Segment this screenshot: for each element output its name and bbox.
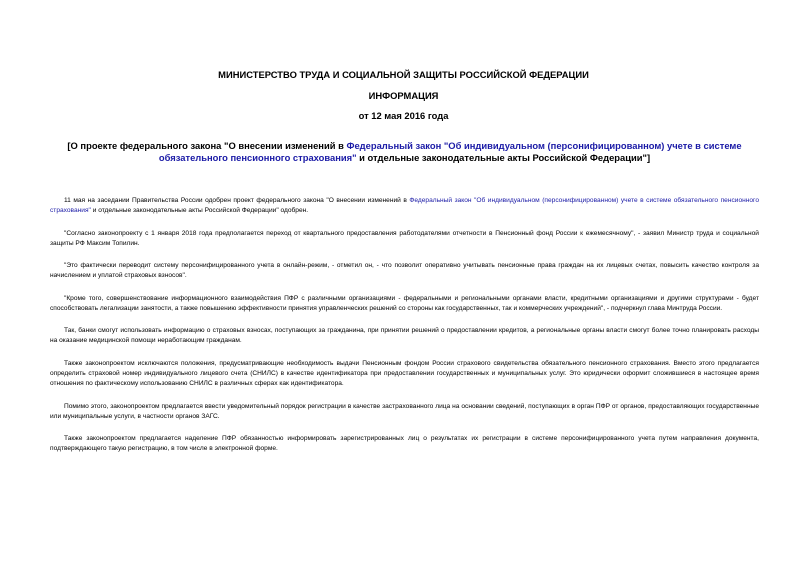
paragraph-3: "Это фактически переводит систему персонифицированного учета в онлайн-режим, - отметил он, - что позволит оперативно учитывать пенсионные права граждан на их лицевых счетах, повысить качество контроля за начислением и уплатой страховых взносов". (50, 262, 759, 280)
title-text-end: и отдельные законодательные акты Российской Федерации"] (356, 152, 651, 163)
paragraph-6: Также законопроектом исключаются положения, предусматривающие необходимость выдачи Пенсионным фондом России страхового свидетельства обязательного пенсионного страхования. Вместо этого предлагается определить страховой номер индивидуального лицевого счета (СНИЛС) в качестве идентификатора при предоставлении государственных и муниципальных услуг. Это юридически оформит сложившиеся в настоящее время отношения по фактическому использованию СНИЛС в различных сферах как идентификатора. (50, 359, 759, 387)
paragraph-5: Так, банки смогут использовать информацию о страховых взносах, поступающих за гражданина, при принятии решений о предоставлении кредитов, а региональные органы власти смогут более точно планировать расходы на оказание медицинской помощи неработающим гражданам. (50, 327, 759, 345)
paragraph-4: "Кроме того, совершенствование информационного взаимодействия ПФР с различными организациями - федеральными и региональными органами власти, кредитными организациями и другими структурами - будет способствовать легализации занятости, а также повышению эффективности принятия управленческих решений со стороны как государственных, так и коммерческих учреждений", - подчеркнул глава Минтруда России. (50, 294, 759, 312)
paragraph-1-end: и отдельные законодательные акты Российской Федерации" одобрен. (90, 207, 309, 214)
paragraph-2: "Согласно законопроекту с 1 января 2018 года предполагается переход от квартального предоставления работодателями отчетности в Пенсионный фонд России к ежемесячному", - заявил Министр труда и социальной защиты РФ Максим Топилин. (50, 229, 759, 247)
paragraph-8: Также законопроектом предлагается наделение ПФР обязанностью информировать зарегистрированных лиц о результатах их регистрации в системе персонифицированного учета путем направления документа, подтверждающего такую регистрацию, в том числе в электронной форме. (50, 435, 759, 453)
document-type-heading: ИНФОРМАЦИЯ (368, 90, 439, 101)
ministry-heading: МИНИСТЕРСТВО ТРУДА И СОЦИАЛЬНОЙ ЗАЩИТЫ РОССИЙСКОЙ ФЕДЕРАЦИИ (218, 69, 589, 80)
document-title (52, 140, 757, 164)
title-text-start: [О проекте федерального закона "О внесении изменений в (67, 140, 347, 151)
document-date: от 12 мая 2016 года (358, 110, 449, 121)
title-law-link[interactable]: Федеральный закон "Об индивидуальном (персонифицированном) учете в системе обязательного пенсионного страхования" (158, 140, 742, 163)
paragraph-1-law-link[interactable]: Федеральный закон "Об индивидуальном (персонифицированном) учете в системе обязательного пенсионного страхования" (50, 197, 759, 214)
paragraph-1 (50, 196, 759, 216)
paragraph-7: Помимо этого, законопроектом предлагается ввести уведомительный порядок регистрации в качестве застрахованного лица на основании сведений, поступающих в орган ПФР от органов, предоставляющих государственные или муниципальные услуги, в частности органов ЗАГС. (50, 402, 759, 420)
paragraph-1-start: 11 мая на заседании Правительства России одобрен проект федерального закона "О внесении изменений в (64, 197, 410, 204)
document-body (50, 196, 759, 467)
